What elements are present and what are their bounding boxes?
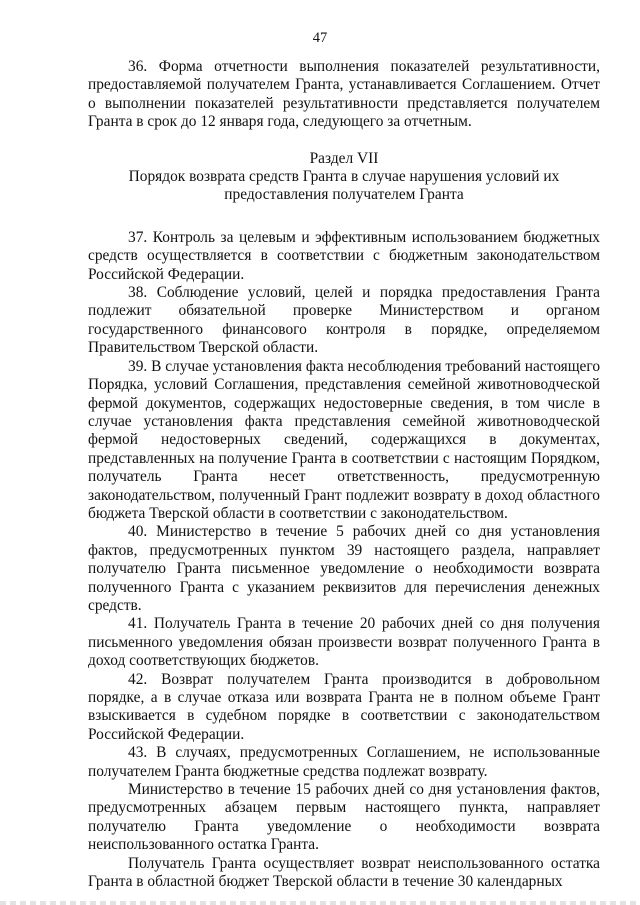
page-number: 47 [312, 30, 328, 46]
document-body [88, 58, 600, 891]
section-title: Порядок возврата средств Гранта в случае нарушения условий их предоставления получателем Гранта [128, 168, 560, 204]
paragraph-40: 40. Министерство в течение 5 рабочих дней со дня установления фактов, предусмотренных пунктом 39 настоящего раздела, направляет получателю Гранта письменное уведомление о необходимости возврата полученного Гранта с указанием реквизитов для перечисления денежных средств. [88, 523, 600, 614]
paragraph-38: 38. Соблюдение условий, целей и порядка предоставления Гранта подлежит обязательной проверке Министерством и органом государственного финансового контроля в порядке, определяемом Правительством Тверской области. [88, 284, 600, 357]
paragraph-43-return-deadline: Получатель Гранта осуществляет возврат неиспользованного остатка Гранта в областной бюджет Тверской области в течение 30 календарных [88, 854, 600, 891]
section-heading: Раздел VII [309, 149, 379, 167]
paragraph-36: 36. Форма отчетности выполнения показателей результативности, предоставляемой получателем Гранта, устанавливается Соглашением. Отчет о выполнении показателей результативности представляется получателем Гранта в срок до 12 января года, следующего за отчетным. [88, 58, 600, 131]
paragraph-39: 39. В случае установления факта несоблюдения требований настоящего Порядка, условий Соглашения, представления семейной животноводческой фермой документов, содержащих недостоверные сведения, в том числе в случае установления факта представления семейной животноводческой фермой недостоверных сведений, содержащихся в документах, представленных на получение Гранта в соответствии с настоящим Порядком, получатель Гранта несет ответственность, предусмотренную законодательством, полученный Грант подлежит возврату в доход областного бюджета Тверской области в соответствии с законодательством. [88, 357, 601, 522]
scan-bottom-edge [0, 901, 640, 905]
paragraph-41: 41. Получатель Гранта в течение 20 рабочих дней со дня получения письменного уведомления обязан произвести возврат полученного Гранта в доход соответствующих бюджетов. [88, 615, 600, 670]
paragraph-43-ministry-notice: Министерство в течение 15 рабочих дней со дня установления фактов, предусмотренных абзацем первым настоящего пункта, направляет получателю Гранта уведомление о необходимости возврата неиспользованного остатка Гранта. [88, 781, 600, 854]
paragraph-43: 43. В случаях, предусмотренных Соглашением, не использованные получателем Гранта бюджетные средства подлежат возврату. [88, 744, 600, 780]
paragraph-37: 37. Контроль за целевым и эффективным использованием бюджетных средств осуществляется в соответствии с бюджетным законодательством Российской Федерации. [88, 228, 600, 283]
paragraph-42: 42. Возврат получателем Гранта производится в добровольном порядке, а в случае отказа или возврата Гранта не в полном объеме Грант взыскивается в судебном порядке в соответствии с законодательством Российской Федерации. [88, 670, 600, 743]
